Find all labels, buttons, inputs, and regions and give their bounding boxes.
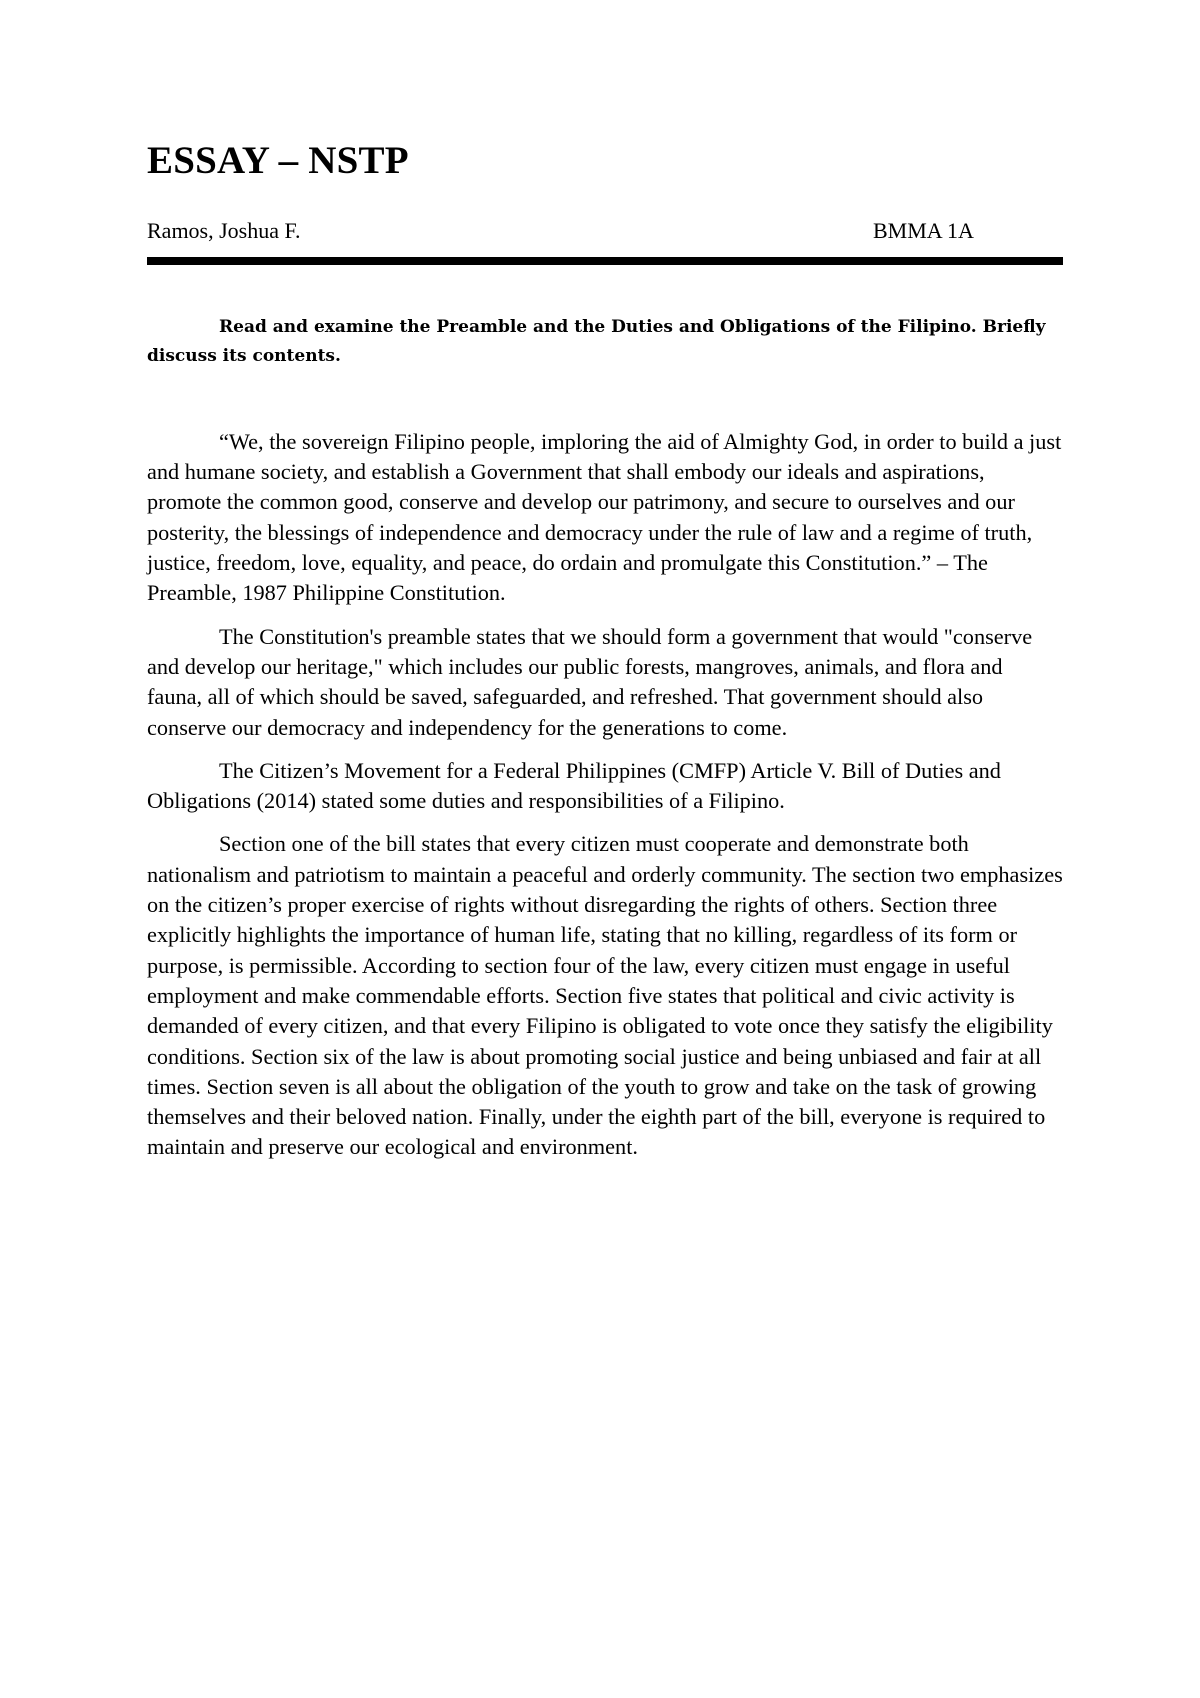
class-section: BMMA 1A (873, 217, 974, 243)
essay-question: Read and examine the Preamble and the Duties and Obligations of the Filipino. Briefly discuss its contents. (147, 316, 1046, 366)
document-title: ESSAY – NSTP (147, 139, 409, 182)
essay-body (147, 427, 1063, 1163)
paragraph-preamble-quote: “We, the sovereign Filipino people, imploring the aid of Almighty God, in order to build a just and humane society, and establish a Government that shall embody our ideals and aspirations, promote the common good, conserve and develop our patrimony, and secure to ourselves and our posterity, the blessings of independence and democracy under the rule of law and a regime of truth, justice, freedom, love, equality, and peace, do ordain and promulgate this Constitution.” – The Preamble, 1987 Philippine Constitution. (147, 428, 1062, 606)
document-page (147, 140, 1063, 1163)
paragraph-cmfp-intro: The Citizen’s Movement for a Federal Philippines (CMFP) Article V. Bill of Duties and Obligations (2014) stated some duties and responsibilities of a Filipino. (147, 757, 1001, 814)
author-name: Ramos, Joshua F. (147, 217, 301, 243)
author-row (147, 217, 1063, 245)
paragraph-preamble-discussion: The Constitution's preamble states that we should form a government that would "conserve and develop our heritage," which includes our public forests, mangroves, animals, and flora and fauna, all of which should be saved, safeguarded, and refreshed. That government should also conserve our democracy and independency for the generations to come. (147, 623, 1033, 740)
paragraph-bill-sections: Section one of the bill states that every citizen must cooperate and demonstrate both nationalism and patriotism to maintain a peaceful and orderly community. The section two emphasizes on the citizen’s proper exercise of rights without disregarding the rights of others. Section three explicitly highlights the importance of human life, stating that no killing, regardless of its form or purpose, is permissible. According to section four of the law, every citizen must engage in useful employment and make commendable efforts. Section five states that political and civic activity is demanded of every citizen, and that every Filipino is obligated to vote once they satisfy the eligibility conditions. Section six of the law is about promoting social justice and being unbiased and fair at all times. Section seven is all about the obligation of the youth to grow and take on the task of growing themselves and their beloved nation. Finally, under the eighth part of the bill, everyone is required to maintain and preserve our ecological and environment. (147, 831, 1063, 1160)
header-divider (147, 257, 1063, 265)
